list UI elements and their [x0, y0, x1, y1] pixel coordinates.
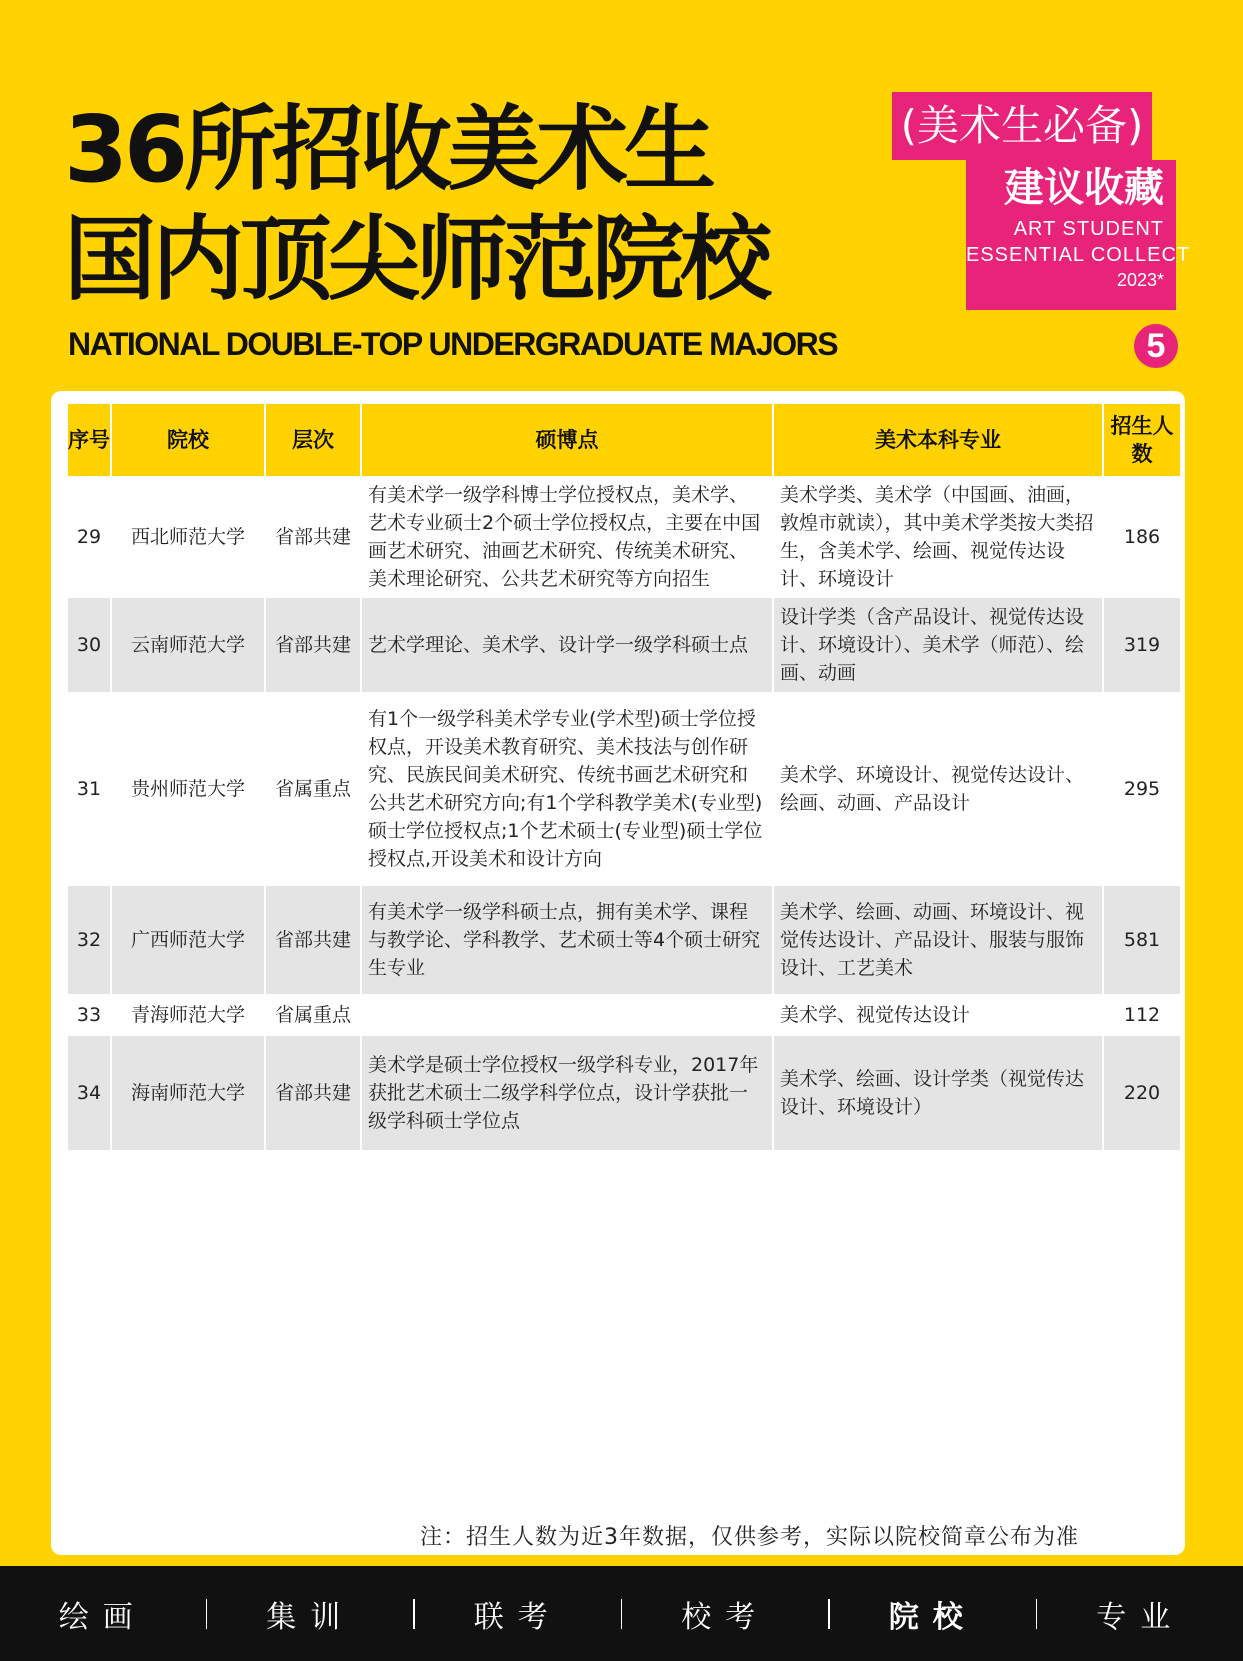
table-row: [68, 692, 1180, 886]
cell-count: 319: [1123, 634, 1161, 656]
table-header: [68, 404, 1180, 476]
cell-majors: 美术学、绘画、动画、环境设计、视觉传达设计、产品设计、服装与服饰设计、工艺美术: [774, 886, 1104, 994]
header-school: 院校: [112, 404, 266, 476]
cell-level: 省属重点: [266, 994, 362, 1036]
cell-no: 32: [68, 886, 112, 994]
cell-level: 省部共建: [266, 886, 362, 994]
cell-school: 广西师范大学: [112, 886, 266, 994]
badge-year: 2023*: [1116, 270, 1164, 290]
header-degrees: 硕博点: [362, 404, 774, 476]
cell-level: 省部共建: [266, 476, 362, 598]
header-level: 层次: [266, 404, 362, 476]
nav-item-joint-exam[interactable]: 联考: [473, 1599, 562, 1635]
cell-degrees: 艺术学理论、美术学、设计学一级学科硕士点: [362, 598, 774, 692]
cell-no: 34: [68, 1036, 112, 1150]
header-no: 序号: [68, 404, 112, 476]
cell-school: 海南师范大学: [112, 1036, 266, 1150]
page-subtitle: NATIONAL DOUBLE-TOP UNDERGRADUATE MAJORS: [68, 326, 838, 362]
footer-note: 注：招生人数为近3年数据，仅供参考，实际以院校简章公布为准: [420, 1525, 1079, 1550]
nav-item-training[interactable]: 集训: [266, 1599, 355, 1635]
cell-count: 112: [1123, 1004, 1161, 1026]
nav-item-schools[interactable]: 院校: [888, 1599, 977, 1635]
cell-degrees: 有美术学一级学科硕士点，拥有美术学、课程与教学论、学科教学、艺术硕士等4个硕士研究生专业: [362, 886, 774, 994]
page-number-badge: 5: [1134, 324, 1178, 368]
table-row: [68, 598, 1180, 692]
cell-degrees: 美术学是硕士学位授权一级学科专业，2017年获批艺术硕士二级学科学位点，设计学获批一级学科硕士学位点: [362, 1036, 774, 1150]
cell-school: 贵州师范大学: [112, 692, 266, 886]
cell-no: 33: [68, 994, 112, 1036]
cell-degrees: [362, 994, 774, 1036]
badge-en-line2: ESSENTIAL COLLECT: [966, 244, 1191, 266]
page-title-line1: 36所招收美术生: [64, 96, 713, 203]
page-title-line2: 国内顶尖师范院校: [64, 206, 769, 313]
cell-count: 295: [1123, 778, 1161, 800]
cell-degrees: 有美术学一级学科博士学位授权点，美术学、艺术专业硕士2个硕士学位授权点，主要在中国画艺术研究、油画艺术研究、传统美术研究、美术理论研究、公共艺术研究等方向招生: [362, 476, 774, 598]
cell-count: 220: [1123, 1082, 1161, 1104]
cell-level: 省属重点: [266, 692, 362, 886]
cell-level: 省部共建: [266, 1036, 362, 1150]
cell-no: 30: [68, 598, 112, 692]
cell-count: 581: [1123, 929, 1161, 951]
cell-school: 青海师范大学: [112, 994, 266, 1036]
header-count: 招生人数: [1110, 414, 1174, 466]
cell-majors: 设计学类（含产品设计、视觉传达设计、环境设计）、美术学（师范）、绘画、动画: [774, 598, 1104, 692]
badge-main-label: 建议收藏: [1004, 165, 1164, 211]
table-row: [68, 1036, 1180, 1150]
collect-badge: [966, 160, 1191, 310]
cell-majors: 美术学、环境设计、视觉传达设计、绘画、动画、产品设计: [774, 692, 1104, 886]
cell-majors: 美术学、绘画、设计学类（视觉传达设计、环境设计）: [774, 1036, 1104, 1150]
badge-top-label: (美术生必备): [892, 92, 1152, 160]
badge-en-line1: ART STUDENT: [1013, 218, 1164, 240]
bottom-nav: [0, 1566, 1243, 1661]
table-row: [68, 476, 1180, 598]
nav-item-painting[interactable]: 绘画: [58, 1599, 147, 1635]
cell-no: 29: [68, 476, 112, 598]
cell-majors: 美术学类、美术学（中国画、油画，敦煌市就读），其中美术学类按大类招生，含美术学、绘画、视觉传达设计、环境设计: [774, 476, 1104, 598]
cell-level: 省部共建: [266, 598, 362, 692]
cell-no: 31: [68, 692, 112, 886]
cell-school: 云南师范大学: [112, 598, 266, 692]
cell-school: 西北师范大学: [112, 476, 266, 598]
nav-item-school-exam[interactable]: 校考: [681, 1599, 770, 1635]
cell-degrees: 有1个一级学科美术学专业(学术型)硕士学位授权点，开设美术教育研究、美术技法与创作研究、民族民间美术研究、传统书画艺术研究和公共艺术研究方向;有1个学科教学美术(专业型)硕士学位授权点;1个艺术硕士(专业型)硕士学位授权点,开设美术和设计方向: [362, 692, 774, 886]
table-row: [68, 994, 1180, 1036]
header-majors: 美术本科专业: [774, 404, 1104, 476]
cell-count: 186: [1123, 526, 1161, 548]
table-row: [68, 886, 1180, 994]
schools-table: [68, 404, 1180, 1150]
nav-item-majors[interactable]: 专业: [1096, 1599, 1185, 1635]
cell-majors: 美术学、视觉传达设计: [774, 994, 1104, 1036]
